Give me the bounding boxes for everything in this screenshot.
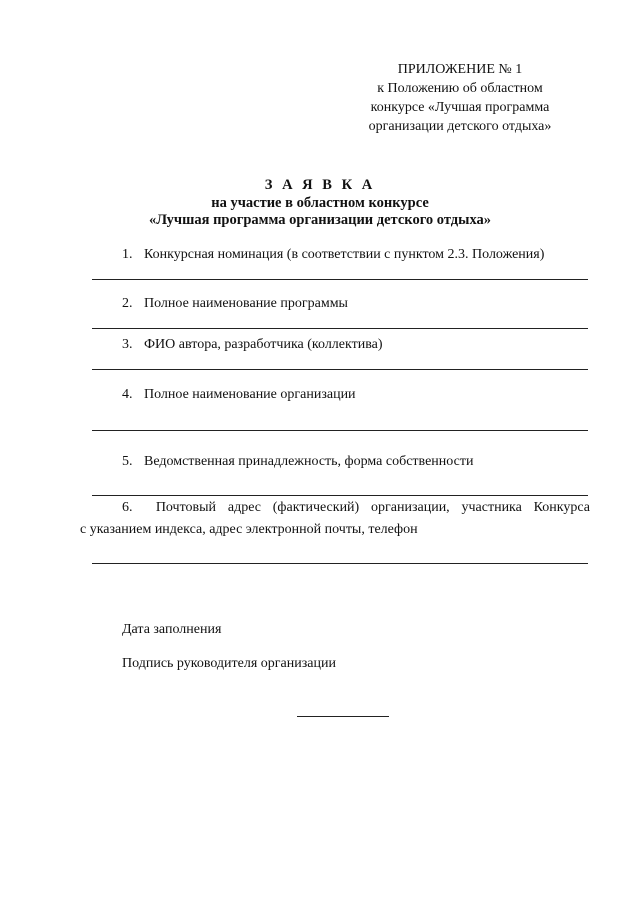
item-number: 6. — [122, 500, 133, 515]
appendix-line-1: ПРИЛОЖЕНИЕ № 1 — [397, 62, 523, 77]
fill-line-4[interactable] — [92, 430, 588, 431]
item-label: Полное наименование программы — [144, 296, 348, 311]
form-item-3 — [122, 335, 383, 354]
fill-line-3[interactable] — [92, 369, 588, 370]
item-number: 3. — [122, 337, 133, 352]
form-item-6 — [80, 497, 590, 541]
appendix-line-4: организации детского отдыха» — [368, 119, 552, 134]
item-number: 5. — [122, 454, 133, 469]
item-label: Полное наименование организации — [144, 387, 356, 402]
item-number: 4. — [122, 387, 133, 402]
fill-line-5[interactable] — [92, 495, 588, 496]
fill-line-6[interactable] — [92, 563, 588, 564]
signature-line[interactable] — [297, 716, 389, 717]
signature-label: Подпись руководителя организации — [122, 656, 336, 671]
document-subtitle-2: «Лучшая программа организации детского отдыха» — [148, 212, 492, 228]
fill-line-1[interactable] — [92, 279, 588, 280]
form-item-2 — [122, 294, 348, 313]
item-number: 2. — [122, 296, 133, 311]
appendix-header — [350, 60, 570, 136]
fill-line-2[interactable] — [92, 328, 588, 329]
appendix-line-2: к Положению об областном — [377, 81, 543, 96]
item-6-line-1 — [80, 497, 590, 519]
appendix-line-3: конкурсе «Лучшая программа — [370, 100, 550, 115]
form-item-5 — [122, 452, 473, 471]
date-label: Дата заполнения — [122, 622, 222, 637]
item-label-line-2: с указанием индекса, адрес электронной почты, телефон — [80, 522, 418, 537]
item-label-line-1: Почтовый адрес (фактический) организации, участника Конкурса — [155, 500, 591, 515]
item-label: ФИО автора, разработчика (коллектива) — [144, 337, 383, 352]
item-label: Ведомственная принадлежность, форма собственности — [144, 454, 474, 469]
form-item-1 — [122, 245, 544, 264]
item-number: 1. — [122, 247, 133, 262]
document-subtitle-1: на участие в областном конкурсе — [211, 195, 429, 211]
document-title: З А Я В К А — [264, 177, 376, 193]
item-label: Конкурсная номинация (в соответствии с пунктом 2.3. Положения) — [144, 247, 545, 262]
form-item-4 — [122, 385, 356, 404]
